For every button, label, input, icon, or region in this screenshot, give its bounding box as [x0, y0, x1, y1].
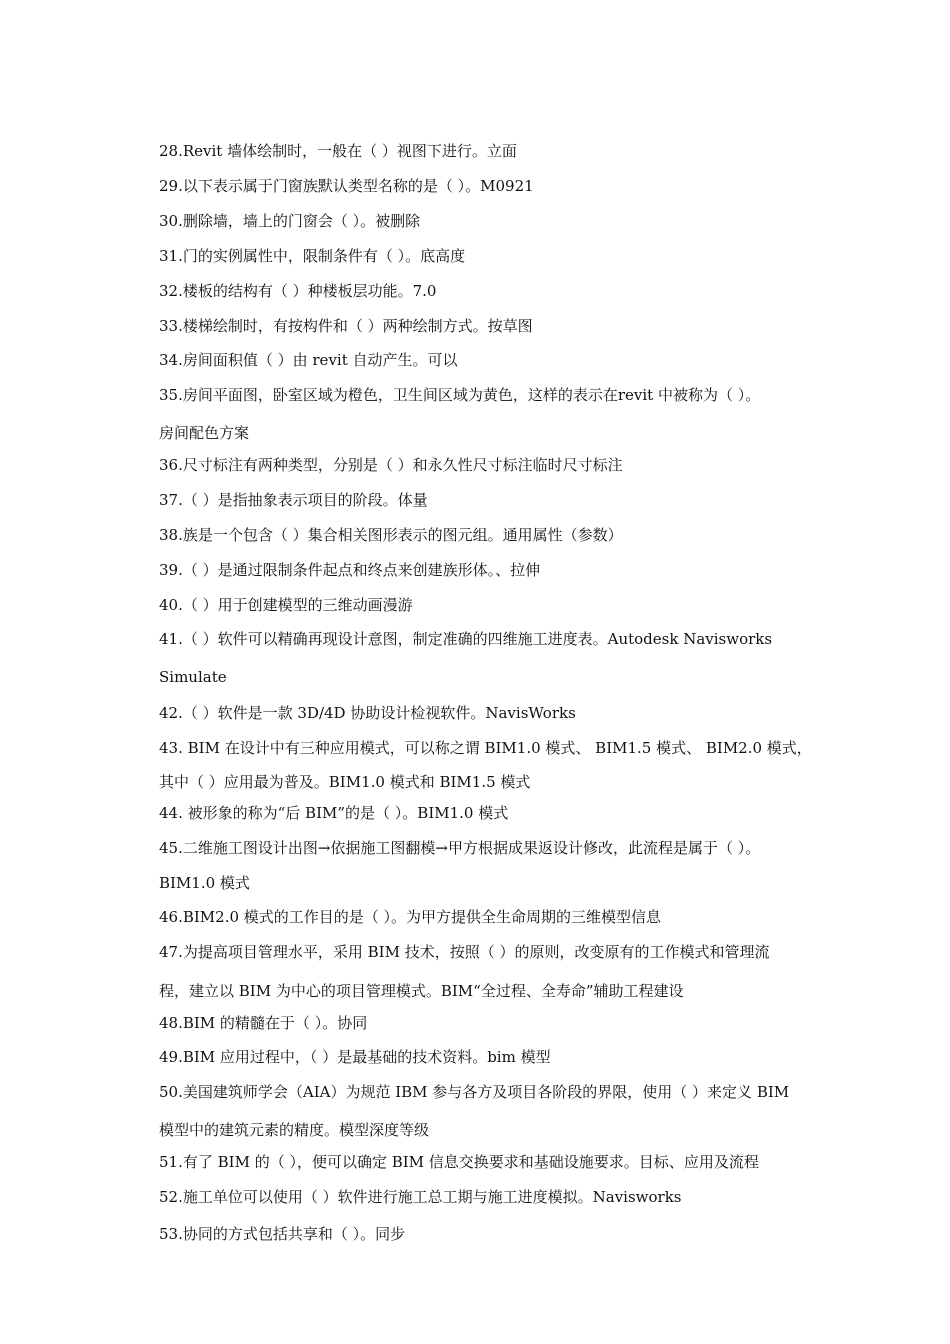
text-line: 42.（ ）软件是一款 3D/4D 协助设计检视软件。NavisWorks [159, 704, 576, 722]
text-line: 40.（ ）用于创建模型的三维动画漫游 [159, 596, 413, 614]
text-line: 44. 被形象的称为“后 BIM”的是（ ）。BIM1.0 模式 [159, 804, 509, 822]
text-line: 28.Revit 墙体绘制时，一般在（ ）视图下进行。立面 [159, 142, 517, 160]
text-line: 32.楼板的结构有（ ）种楼板层功能。7.0 [159, 282, 437, 300]
text-line: 43. BIM 在设计中有三种应用模式，可以称之谓 BIM1.0 模式、 BIM1.5 模式、 BIM2.0 模式， [159, 739, 812, 757]
text-line: 38.族是一个包含（ ）集合相关图形表示的图元组。通用属性（参数） [159, 526, 623, 544]
text-line: 53.协同的方式包括共享和（ ）。同步 [159, 1225, 406, 1243]
text-line: 52.施工单位可以使用（ ）软件进行施工总工期与施工进度模拟。Navisworks [159, 1188, 682, 1206]
text-line: 其中（ ）应用最为普及。BIM1.0 模式和 BIM1.5 模式 [159, 773, 531, 791]
text-line: 49.BIM 应用过程中，（ ）是最基础的技术资料。bim 模型 [159, 1048, 551, 1066]
text-line: 35.房间平面图，卧室区域为橙色，卫生间区域为黄色，这样的表示在revit 中被称为（ ）。 [159, 386, 761, 404]
text-line: 模型中的建筑元素的精度。模型深度等级 [159, 1121, 430, 1139]
text-line: 48.BIM 的精髓在于（ ）。协同 [159, 1014, 368, 1032]
text-line: 46.BIM2.0 模式的工作目的是（ ）。为甲方提供全生命周期的三维模型信息 [159, 908, 662, 926]
text-line: 39.（ ）是通过限制条件起点和终点来创建族形体。、拉伸 [159, 561, 541, 579]
text-line: 房间配色方案 [159, 424, 250, 442]
text-line: 29.以下表示属于门窗族默认类型名称的是（ ）。M0921 [159, 177, 534, 195]
text-line: 51.有了 BIM 的（ ），便可以确定 BIM 信息交换要求和基础设施要求。目标、应用及流程 [159, 1153, 759, 1171]
text-line: 程，建立以 BIM 为中心的项目管理模式。BIM“全过程、全寿命”辅助工程建设 [159, 982, 684, 1000]
text-line: 47.为提高项目管理水平，采用 BIM 技术，按照（ ）的原则，改变原有的工作模式和管理流 [159, 943, 770, 961]
text-line: 30.删除墙，墙上的门窗会（ ）。被删除 [159, 212, 421, 230]
text-line: Simulate [159, 668, 227, 686]
text-line: 31.门的实例属性中，限制条件有（ ）。底高度 [159, 247, 466, 265]
text-line: BIM1.0 模式 [159, 874, 250, 892]
text-line: 37.（ ）是指抽象表示项目的阶段。体量 [159, 491, 428, 509]
text-line: 33.楼梯绘制时，有按构件和（ ）两种绘制方式。按草图 [159, 317, 533, 335]
text-line: 41.（ ）软件可以精确再现设计意图，制定准确的四维施工进度表。Autodesk Navisworks [159, 630, 773, 648]
text-line: 50.美国建筑师学会（AIA）为规范 IBM 参与各方及项目各阶段的界限，使用（ ）来定义 BIM [159, 1083, 790, 1101]
text-line: 36.尺寸标注有两种类型，分别是（ ）和永久性尺寸标注临时尺寸标注 [159, 456, 623, 474]
text-line: 34.房间面积值（ ）由 revit 自动产生。可以 [159, 351, 458, 369]
text-line: 45.二维施工图设计出图→依据施工图翻模→甲方根据成果返设计修改，此流程是属于（ ）。 [159, 839, 761, 857]
